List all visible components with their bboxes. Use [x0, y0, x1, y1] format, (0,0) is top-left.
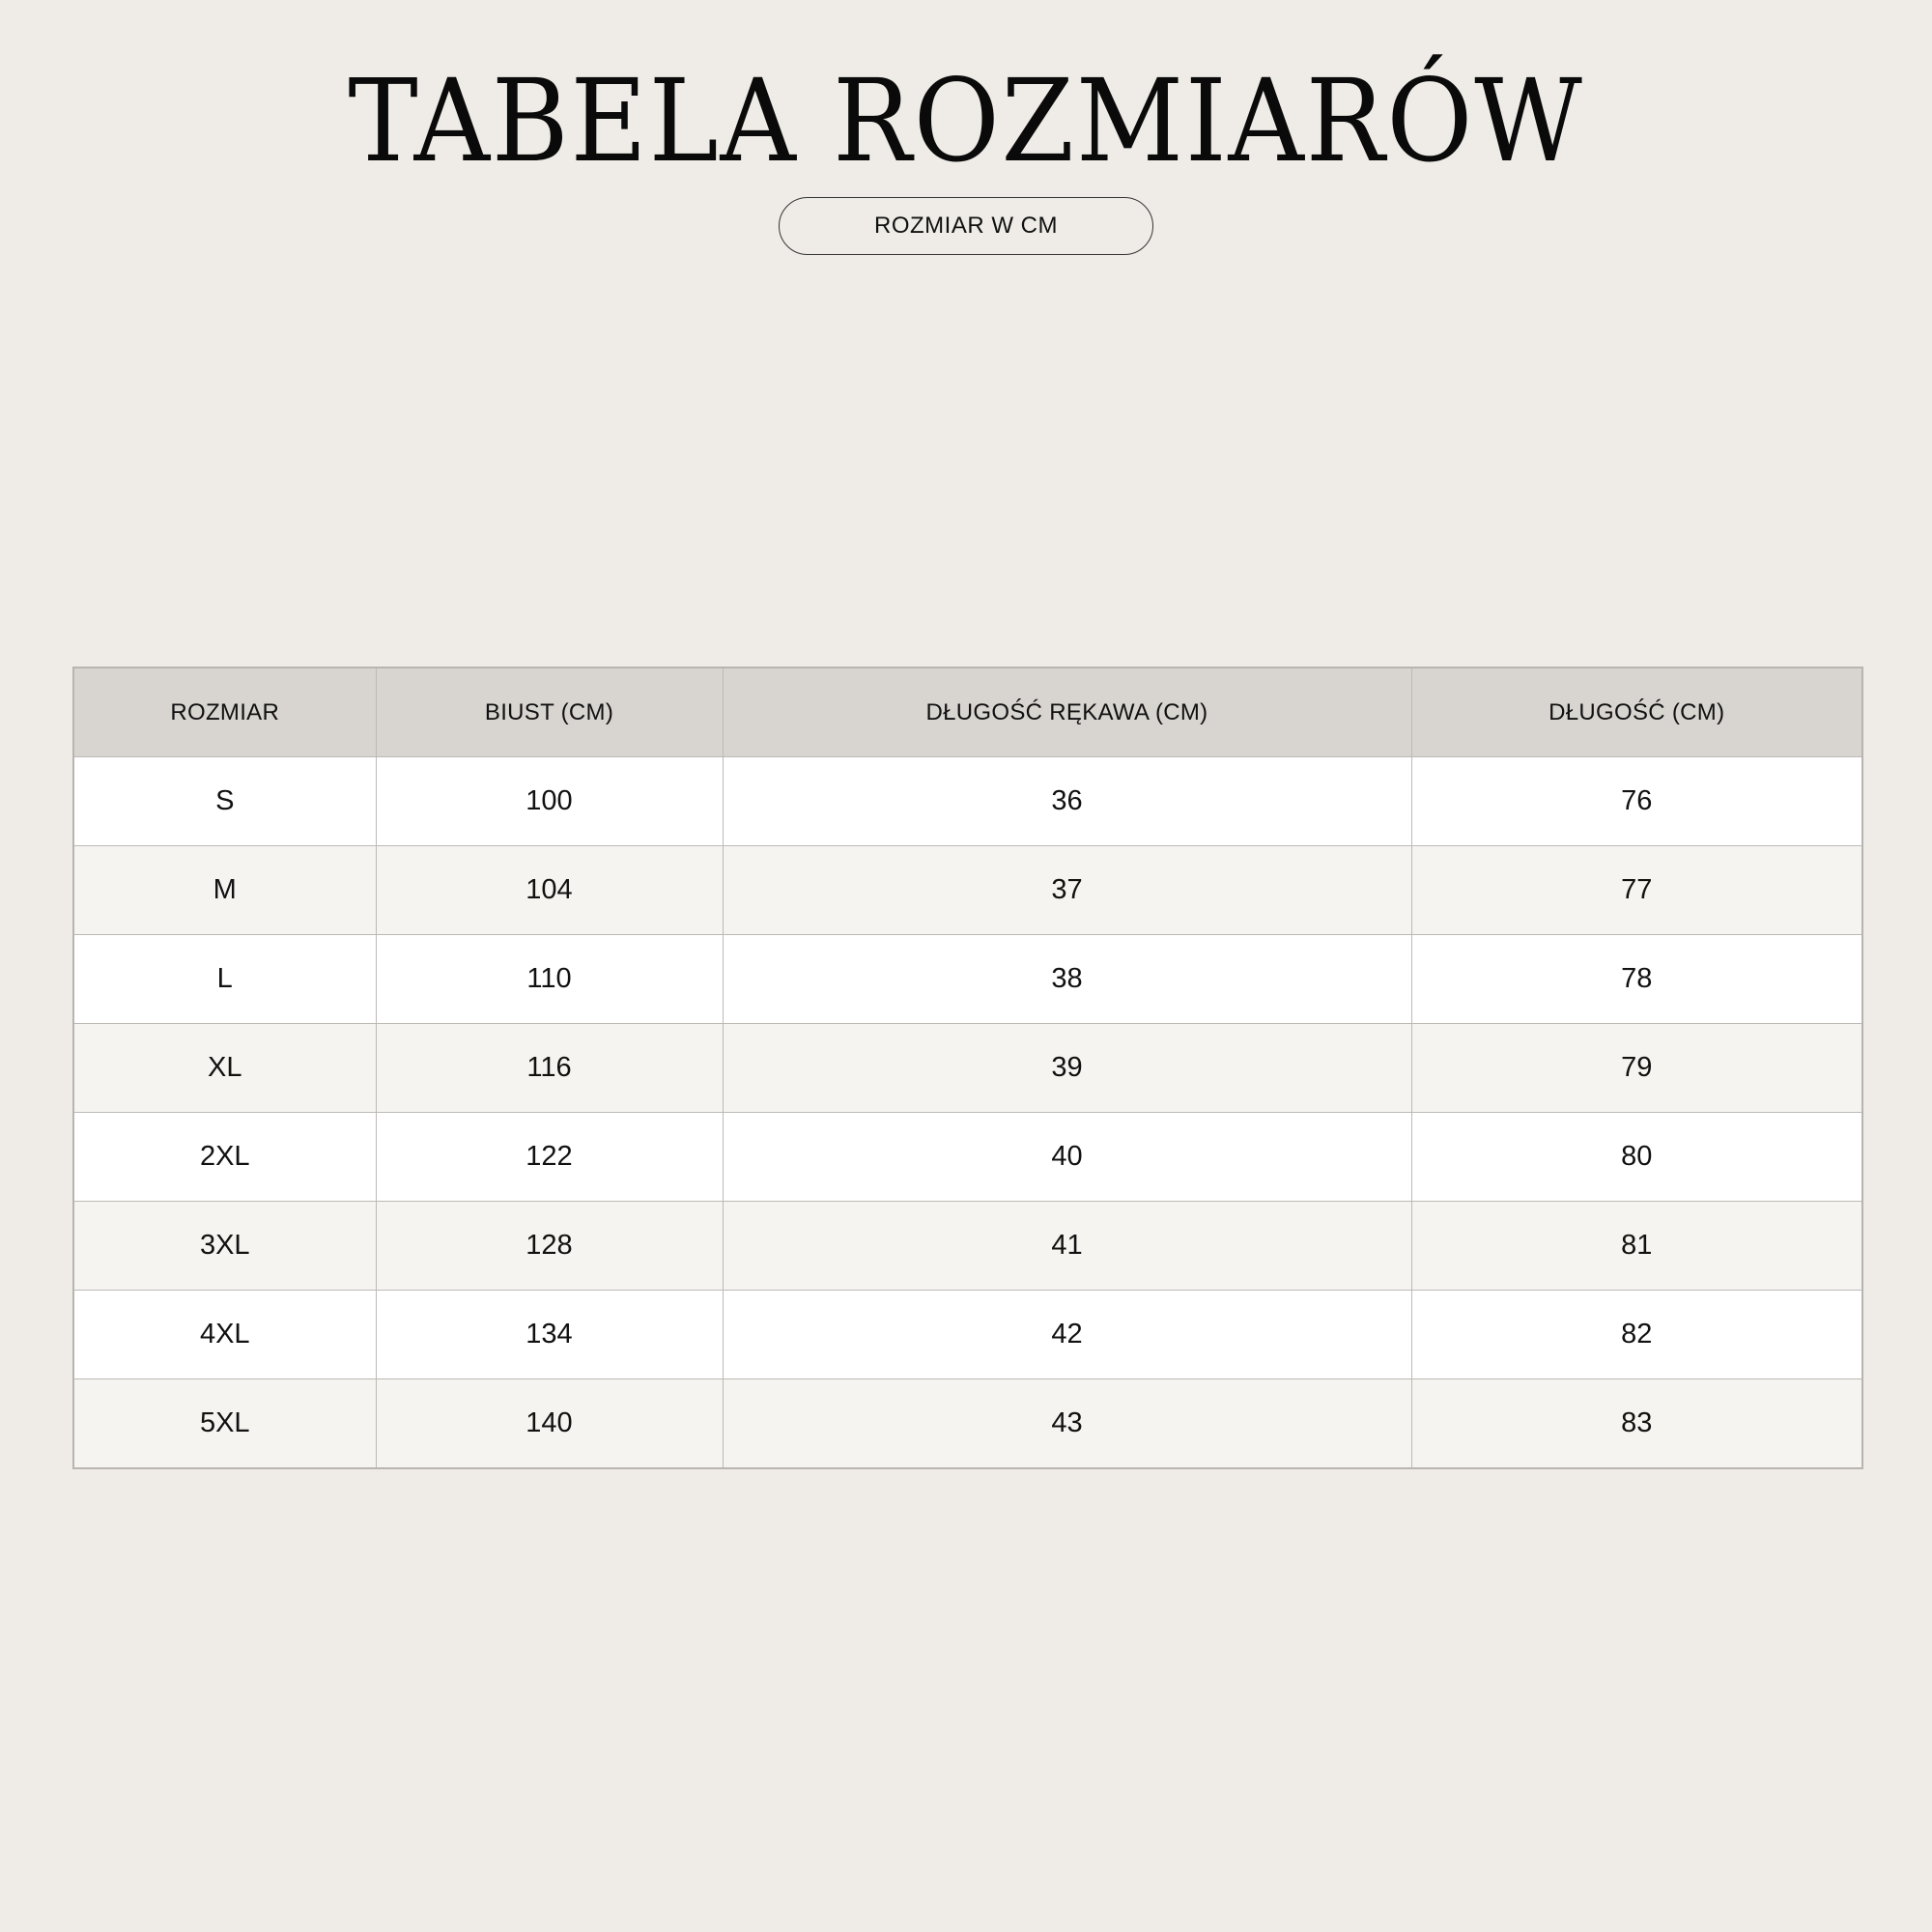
size-table — [72, 667, 1863, 1469]
table-row — [73, 757, 1862, 846]
cell-length: 81 — [1411, 1202, 1862, 1291]
cell-size: XL — [73, 1024, 376, 1113]
cell-bust: 140 — [376, 1379, 723, 1469]
cell-size: M — [73, 846, 376, 935]
cell-length: 82 — [1411, 1291, 1862, 1379]
cell-sleeve-length: 37 — [723, 846, 1411, 935]
cell-length: 76 — [1411, 757, 1862, 846]
cell-bust: 116 — [376, 1024, 723, 1113]
cell-sleeve-length: 42 — [723, 1291, 1411, 1379]
table-row — [73, 1291, 1862, 1379]
cell-sleeve-length: 40 — [723, 1113, 1411, 1202]
cell-bust: 100 — [376, 757, 723, 846]
unit-badge: ROZMIAR W CM — [779, 197, 1153, 255]
column-header-size: ROZMIAR — [73, 668, 376, 757]
cell-sleeve-length: 41 — [723, 1202, 1411, 1291]
cell-length: 77 — [1411, 846, 1862, 935]
cell-size: 4XL — [73, 1291, 376, 1379]
cell-sleeve-length: 36 — [723, 757, 1411, 846]
cell-bust: 110 — [376, 935, 723, 1024]
table-row — [73, 1113, 1862, 1202]
table-row — [73, 1202, 1862, 1291]
table-row — [73, 1379, 1862, 1469]
cell-bust: 128 — [376, 1202, 723, 1291]
table-header-row — [73, 668, 1862, 757]
cell-sleeve-length: 39 — [723, 1024, 1411, 1113]
cell-sleeve-length: 43 — [723, 1379, 1411, 1469]
column-header-sleeve-length: DŁUGOŚĆ RĘKAWA (CM) — [723, 668, 1411, 757]
cell-bust: 122 — [376, 1113, 723, 1202]
cell-sleeve-length: 38 — [723, 935, 1411, 1024]
page-title: TABELA ROZMIARÓW — [348, 54, 1584, 187]
cell-length: 78 — [1411, 935, 1862, 1024]
table-row — [73, 935, 1862, 1024]
cell-size: S — [73, 757, 376, 846]
column-header-bust: BIUST (CM) — [376, 668, 723, 757]
cell-length: 80 — [1411, 1113, 1862, 1202]
cell-size: L — [73, 935, 376, 1024]
cell-bust: 104 — [376, 846, 723, 935]
cell-size: 2XL — [73, 1113, 376, 1202]
column-header-length: DŁUGOŚĆ (CM) — [1411, 668, 1862, 757]
cell-size: 5XL — [73, 1379, 376, 1469]
table-row — [73, 846, 1862, 935]
cell-size: 3XL — [73, 1202, 376, 1291]
cell-length: 79 — [1411, 1024, 1862, 1113]
cell-bust: 134 — [376, 1291, 723, 1379]
cell-length: 83 — [1411, 1379, 1862, 1469]
table-row — [73, 1024, 1862, 1113]
